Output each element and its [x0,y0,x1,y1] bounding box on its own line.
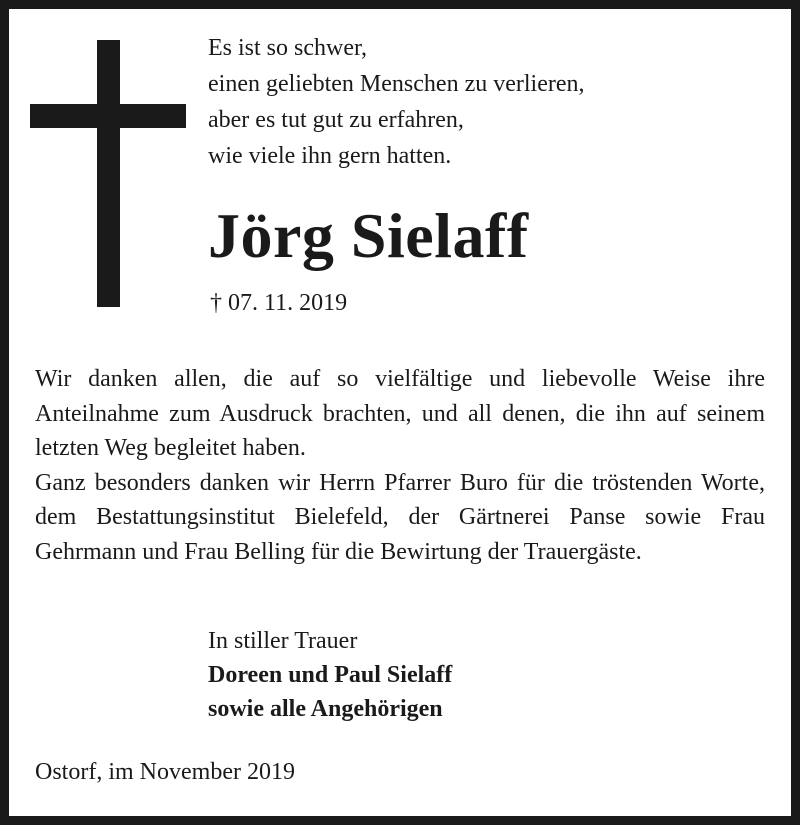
place-date: Ostorf, im November 2019 [35,759,295,785]
deceased-name: Jörg Sielaff [208,200,529,271]
thanks-paragraph: Wir danken allen, die auf so vielfältige und liebevolle Weise ihre Anteilnahme zum Ausdruck brachten, und all denen, die ihn auf seinem letzten Weg begleitet haben. [35,366,765,461]
cross-horizontal-bar [30,104,186,128]
signoff-others: sowie alle Angehörigen [208,696,443,722]
signoff-names: Doreen und Paul Sielaff [208,662,453,688]
cross-vertical-bar [97,40,120,307]
poem [208,30,585,174]
poem-line: einen geliebten Menschen zu verlieren, [208,71,585,97]
death-date: † 07. 11. 2019 [210,290,348,316]
signoff [208,624,452,726]
thanks-paragraph: Ganz besonders danken wir Herrn Pfarrer Buro für die tröstenden Worte, dem Bestattungsinstitut Bielefeld, der Gärtnerei Panse sowie Frau Gehrmann und Frau Belling für die Bewirtung der Trauergäste. [35,469,765,565]
poem-line: Es ist so schwer, [208,35,368,61]
poem-line: aber es tut gut zu erfahren, [208,107,464,133]
signoff-intro: In stiller Trauer [208,628,358,654]
thanks-text [35,362,765,569]
poem-line: wie viele ihn gern hatten. [208,143,452,169]
